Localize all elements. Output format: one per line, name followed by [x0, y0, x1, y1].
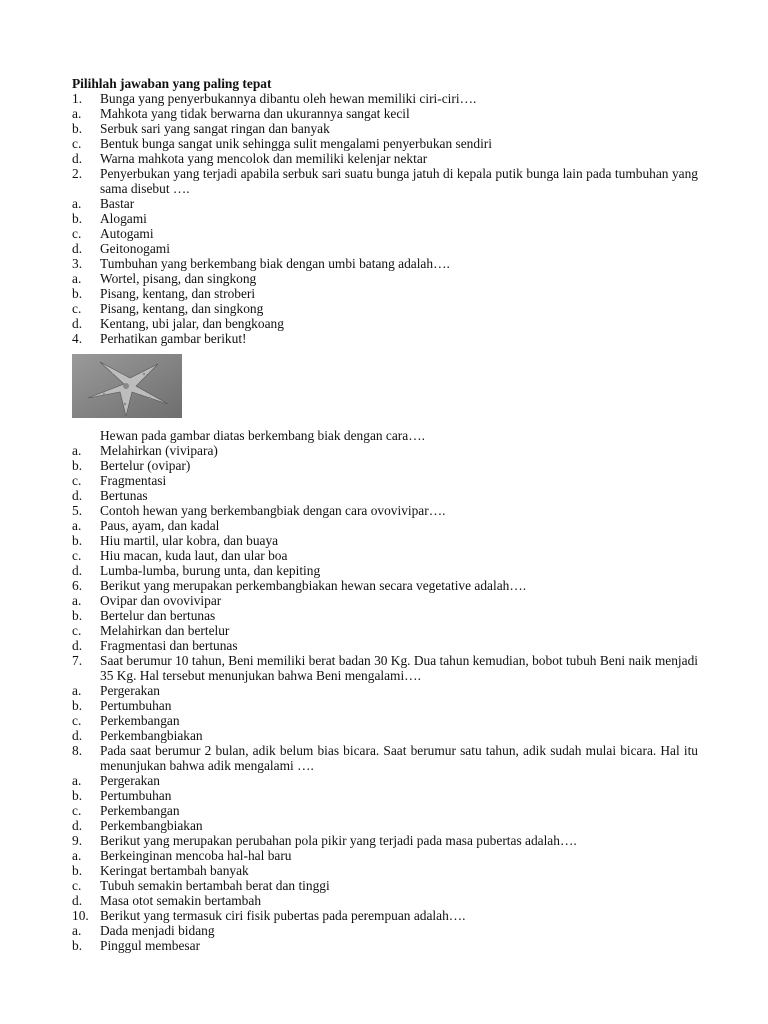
option-text: Autogami [100, 226, 154, 241]
option-b [72, 698, 698, 713]
option-d [72, 638, 698, 653]
option-letter: d. [72, 818, 83, 833]
option-letter: b. [72, 608, 83, 623]
question-followup-text: Hewan pada gambar diatas berkembang biak dengan cara…. [100, 428, 425, 443]
question-8 [72, 743, 698, 833]
question-7 [72, 653, 698, 743]
option-text: Melahirkan (vivipara) [100, 443, 218, 458]
option-text: Hiu macan, kuda laut, dan ular boa [100, 548, 288, 563]
option-d [72, 488, 698, 503]
option-d [72, 563, 698, 578]
option-c [72, 226, 698, 241]
question-5 [72, 503, 698, 578]
option-a [72, 271, 698, 286]
option-letter: d. [72, 241, 83, 256]
option-text: Perkembangbiakan [100, 728, 203, 743]
question-text: Tumbuhan yang berkembang biak dengan umbi batang adalah…. [100, 256, 450, 271]
option-letter: c. [72, 713, 82, 728]
worksheet [72, 76, 698, 953]
question-stem [72, 833, 698, 848]
option-letter: a. [72, 923, 82, 938]
option-text: Pergerakan [100, 773, 160, 788]
option-b [72, 863, 698, 878]
option-text: Alogami [100, 211, 147, 226]
option-text: Pertumbuhan [100, 788, 172, 803]
option-letter: a. [72, 593, 82, 608]
question-stem [72, 91, 698, 106]
option-text: Fragmentasi dan bertunas [100, 638, 238, 653]
option-a [72, 848, 698, 863]
question-stem [72, 743, 698, 773]
option-letter: c. [72, 803, 82, 818]
question-stem [72, 908, 698, 923]
option-letter: d. [72, 893, 83, 908]
option-c [72, 473, 698, 488]
option-letter: b. [72, 698, 83, 713]
option-text: Bertunas [100, 488, 148, 503]
option-b [72, 121, 698, 136]
question-10 [72, 908, 698, 953]
option-letter: c. [72, 136, 82, 151]
question-text: Bunga yang penyerbukannya dibantu oleh hewan memiliki ciri-ciri…. [100, 91, 477, 106]
option-letter: b. [72, 863, 83, 878]
question-4 [72, 331, 698, 503]
option-b [72, 211, 698, 226]
option-letter: b. [72, 938, 83, 953]
option-d [72, 241, 698, 256]
option-a [72, 196, 698, 211]
option-c [72, 803, 698, 818]
option-letter: c. [72, 226, 82, 241]
option-text: Pisang, kentang, dan singkong [100, 301, 264, 316]
option-text: Pinggul membesar [100, 938, 201, 953]
option-letter: c. [72, 473, 82, 488]
question-number: 7. [72, 653, 83, 668]
question-followup [72, 428, 698, 443]
option-text: Perkembangan [100, 713, 180, 728]
option-c [72, 713, 698, 728]
question-number: 3. [72, 256, 83, 271]
option-b [72, 608, 698, 623]
option-text: Warna mahkota yang mencolok dan memiliki kelenjar nektar [100, 151, 428, 166]
option-text: Perkembangbiakan [100, 818, 203, 833]
option-letter: a. [72, 848, 82, 863]
question-number: 10. [72, 908, 89, 923]
option-letter: a. [72, 106, 82, 121]
option-text: Fragmentasi [100, 473, 167, 488]
option-text: Serbuk sari yang sangat ringan dan banyak [100, 121, 330, 136]
option-letter: b. [72, 788, 83, 803]
option-letter: a. [72, 196, 82, 211]
question-text: Saat berumur 10 tahun, Beni memiliki berat badan 30 Kg. Dua tahun kemudian, bobot tubuh Beni naik menjadi 35 Kg. Hal tersebut menunjukan bahwa Beni mengalami…. [100, 653, 698, 683]
option-a [72, 593, 698, 608]
option-b [72, 788, 698, 803]
option-text: Masa otot semakin bertambah [100, 893, 262, 908]
option-text: Berkeinginan mencoba hal-hal baru [100, 848, 292, 863]
question-number: 5. [72, 503, 83, 518]
option-text: Mahkota yang tidak berwarna dan ukurannya sangat kecil [100, 106, 410, 121]
option-letter: b. [72, 458, 83, 473]
option-text: Bertelur (ovipar) [100, 458, 191, 473]
option-letter: d. [72, 638, 83, 653]
question-stem [72, 166, 698, 196]
question-text: Perhatikan gambar berikut! [100, 331, 247, 346]
option-c [72, 623, 698, 638]
question-number: 1. [72, 91, 83, 106]
option-a [72, 773, 698, 788]
option-d [72, 728, 698, 743]
option-text: Pergerakan [100, 683, 160, 698]
option-letter: a. [72, 443, 82, 458]
option-text: Lumba-lumba, burung unta, dan kepiting [100, 563, 321, 578]
option-text: Melahirkan dan bertelur [100, 623, 230, 638]
option-d [72, 316, 698, 331]
option-c [72, 548, 698, 563]
option-letter: a. [72, 518, 82, 533]
option-letter: c. [72, 548, 82, 563]
option-text: Paus, ayam, dan kadal [100, 518, 220, 533]
option-text: Bertelur dan bertunas [100, 608, 216, 623]
option-letter: d. [72, 563, 83, 578]
option-letter: c. [72, 623, 82, 638]
option-text: Perkembangan [100, 803, 180, 818]
option-text: Pisang, kentang, dan stroberi [100, 286, 256, 301]
question-number: 8. [72, 743, 83, 758]
option-text: Tubuh semakin bertambah berat dan tinggi [100, 878, 330, 893]
option-text: Bastar [100, 196, 135, 211]
question-3 [72, 256, 698, 331]
question-stem [72, 256, 698, 271]
question-stem [72, 653, 698, 683]
option-letter: d. [72, 151, 83, 166]
option-letter: a. [72, 271, 82, 286]
question-9 [72, 833, 698, 908]
option-b [72, 938, 698, 953]
option-text: Kentang, ubi jalar, dan bengkoang [100, 316, 284, 331]
option-text: Bentuk bunga sangat unik sehingga sulit mengalami penyerbukan sendiri [100, 136, 492, 151]
option-text: Hiu martil, ular kobra, dan buaya [100, 533, 279, 548]
option-d [72, 818, 698, 833]
option-b [72, 286, 698, 301]
question-text: Berikut yang termasuk ciri fisik pubertas pada perempuan adalah…. [100, 908, 466, 923]
option-text: Pertumbuhan [100, 698, 172, 713]
option-c [72, 878, 698, 893]
option-letter: d. [72, 488, 83, 503]
question-stem [72, 578, 698, 593]
option-b [72, 458, 698, 473]
question-stem [72, 331, 698, 346]
question-6 [72, 578, 698, 653]
question-number: 4. [72, 331, 83, 346]
question-number: 2. [72, 166, 83, 181]
question-list [72, 91, 698, 953]
option-a [72, 518, 698, 533]
starfish-image [72, 354, 182, 418]
question-text: Contoh hewan yang berkembangbiak dengan cara ovovivipar…. [100, 503, 446, 518]
starfish-figure [72, 346, 698, 428]
question-1 [72, 91, 698, 166]
option-text: Dada menjadi bidang [100, 923, 215, 938]
question-text: Penyerbukan yang terjadi apabila serbuk sari suatu bunga jatuh di kepala putik bunga lain pada tumbuhan yang sama disebut …. [100, 166, 698, 196]
option-letter: a. [72, 683, 82, 698]
question-text: Berikut yang merupakan perubahan pola pikir yang terjadi pada masa pubertas adalah…. [100, 833, 577, 848]
question-text: Berikut yang merupakan perkembangbiakan hewan secara vegetative adalah…. [100, 578, 527, 593]
question-number: 6. [72, 578, 83, 593]
option-text: Geitonogami [100, 241, 170, 256]
option-a [72, 443, 698, 458]
option-a [72, 106, 698, 121]
question-2 [72, 166, 698, 256]
option-text: Wortel, pisang, dan singkong [100, 271, 257, 286]
option-letter: c. [72, 878, 82, 893]
option-letter: b. [72, 211, 83, 226]
question-number: 9. [72, 833, 83, 848]
option-a [72, 923, 698, 938]
option-b [72, 533, 698, 548]
option-text: Keringat bertambah banyak [100, 863, 249, 878]
option-a [72, 683, 698, 698]
option-letter: b. [72, 286, 83, 301]
option-d [72, 893, 698, 908]
option-letter: c. [72, 301, 82, 316]
option-c [72, 136, 698, 151]
instruction-heading: Pilihlah jawaban yang paling tepat [72, 76, 272, 91]
option-letter: d. [72, 316, 83, 331]
option-text: Ovipar dan ovovivipar [100, 593, 222, 608]
option-letter: d. [72, 728, 83, 743]
option-d [72, 151, 698, 166]
question-stem [72, 503, 698, 518]
option-letter: b. [72, 533, 83, 548]
option-letter: b. [72, 121, 83, 136]
option-letter: a. [72, 773, 82, 788]
question-text: Pada saat berumur 2 bulan, adik belum bias bicara. Saat berumur satu tahun, adik sudah mulai bicara. Hal itu menunjukan bahwa adik mengalami …. [100, 743, 698, 773]
option-c [72, 301, 698, 316]
